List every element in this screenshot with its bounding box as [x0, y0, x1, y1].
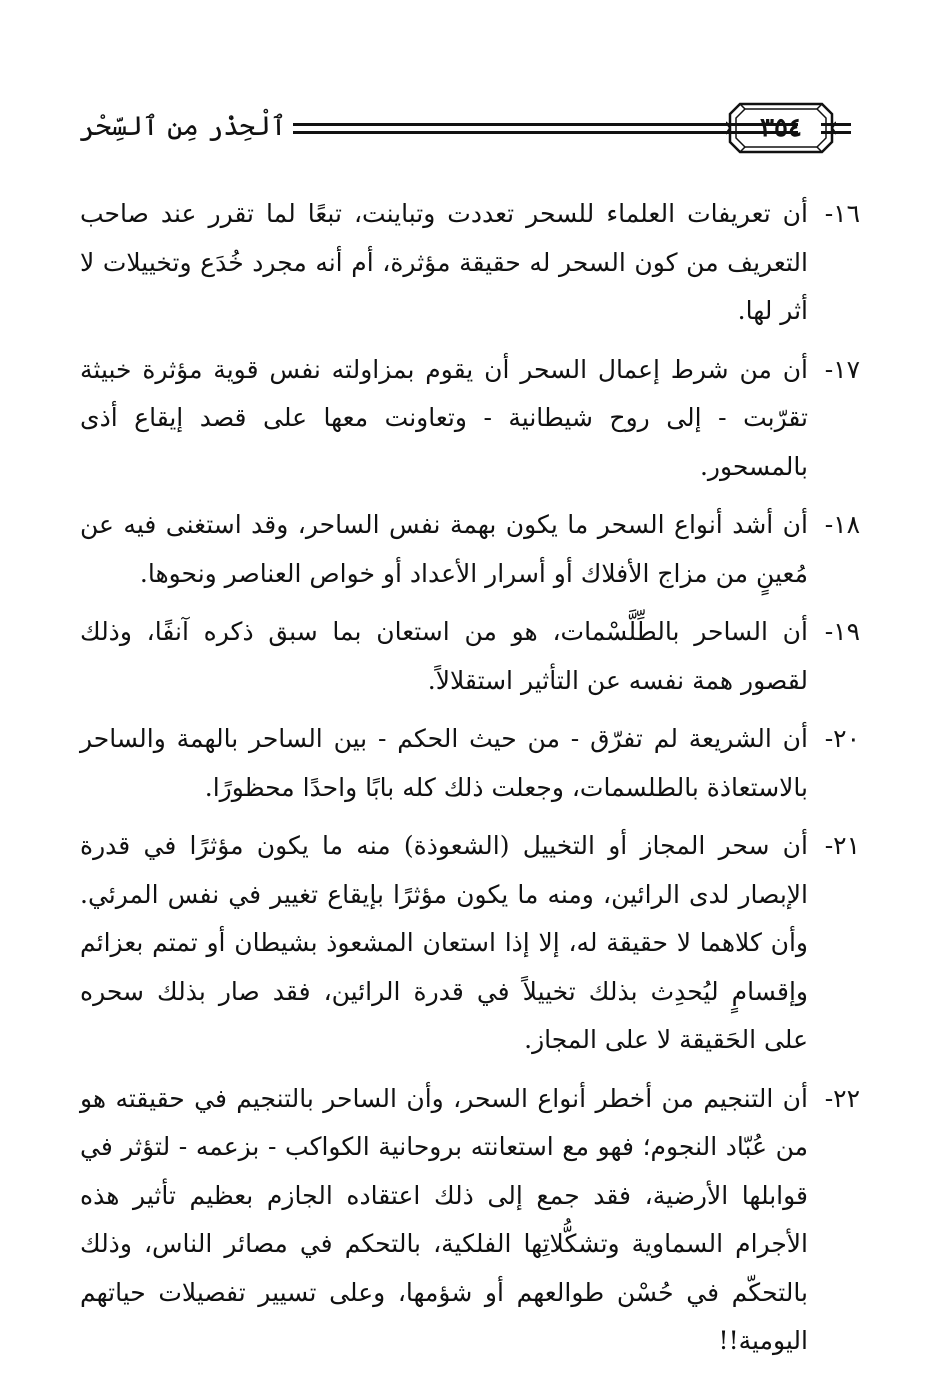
header-double-rule [293, 123, 798, 134]
list-item [80, 346, 860, 492]
item-number: ١٨- [824, 510, 860, 539]
item-number: ٢٠- [824, 724, 860, 753]
item-text: أن من شرط إعمال السحر أن يقوم بمزاولته نفس قوية مؤثرة خبيثة تقرّبت - إلى روح شيطانية - وتعاونت معها على قصد إيقاع أذى بالمسحور. [80, 354, 808, 481]
list-item [80, 190, 860, 336]
list-item [80, 715, 860, 812]
list-item [80, 608, 860, 705]
item-number: ٢١- [824, 831, 860, 860]
list-item [80, 501, 860, 598]
item-number: ١٦- [824, 199, 860, 228]
item-text: أن الشريعة لم تفرّق - من حيث الحكم - بين الساحر بالهمة والساحر بالاستعاذة بالطلسمات، وجعلت ذلك كله بابًا واحدًا محظورًا. [80, 724, 808, 802]
page-number-frame [726, 100, 836, 156]
page-number: ٣٥٤ [760, 113, 802, 143]
item-number: ١٩- [824, 617, 860, 646]
item-text: أن سحر المجاز أو التخييل (الشعوذة) منه ما يكون مؤثرًا في قدرة الإبصار لدى الرائين، ومنه ما يكون مؤثرًا بإيقاع تغيير في نفس المرئي. وأن كلاهما لا حقيقة له، إلا إذا استعان المشعوذ بشيطان أو تمتم بعزائم وإقسامٍ ليُحدِث بذلك تخييلاً في قدرة الرائين، فقد صار بذلك سحره على الحَقيقة لا على المجاز. [80, 831, 808, 1054]
item-number: ٢٢- [824, 1083, 860, 1113]
book-title: ٱلْحِذْر مِن ٱلسِّحْر [79, 111, 287, 142]
list-item [80, 1075, 860, 1366]
item-text: أن تعريفات العلماء للسحر تعددت وتباينت، تبعًا لما تقرر عند صاحب التعريف من كون السحر له حقيقة مؤثرة، أم أنه مجرد خُدَع وتخييلات لا أثر لها. [80, 199, 808, 325]
page-content [80, 190, 860, 1376]
list-item [80, 822, 860, 1065]
page-header [78, 92, 868, 162]
item-text: أن الساحر بالطِّلَّسْمات، هو من استعان بما سبق ذكره آنفًا، وذلك لقصور همة نفسه عن التأثير استقلالاً. [80, 617, 808, 695]
item-text: أن أشد أنواع السحر ما يكون بهمة نفس الساحر، وقد استغنى فيه عن مُعينٍ من مزاج الأفلاك أو أسرار الأعداد أو خواص العناصر ونحوها. [80, 510, 808, 588]
item-number: ١٧- [824, 354, 860, 384]
item-text: أن التنجيم من أخطر أنواع السحر، وأن الساحر بالتنجيم في حقيقته هو من عُبّاد النجوم؛ فهو مع استعانته بروحانية الكواكب - بزعمه - لتؤثر في قوابلها الأرضية، فقد جمع إلى ذلك اعتقاده الجازم بعظيم تأثير هذه الأجرام السماوية وتشكُّلاتِها الفلكية، بالتحكم في مصائر الناس، وذلك بالتحكّم في حُسْن طوالعهم أو شؤمها، وعلى تسيير تفصيلات حياتهم اليومية!! [80, 1083, 808, 1355]
